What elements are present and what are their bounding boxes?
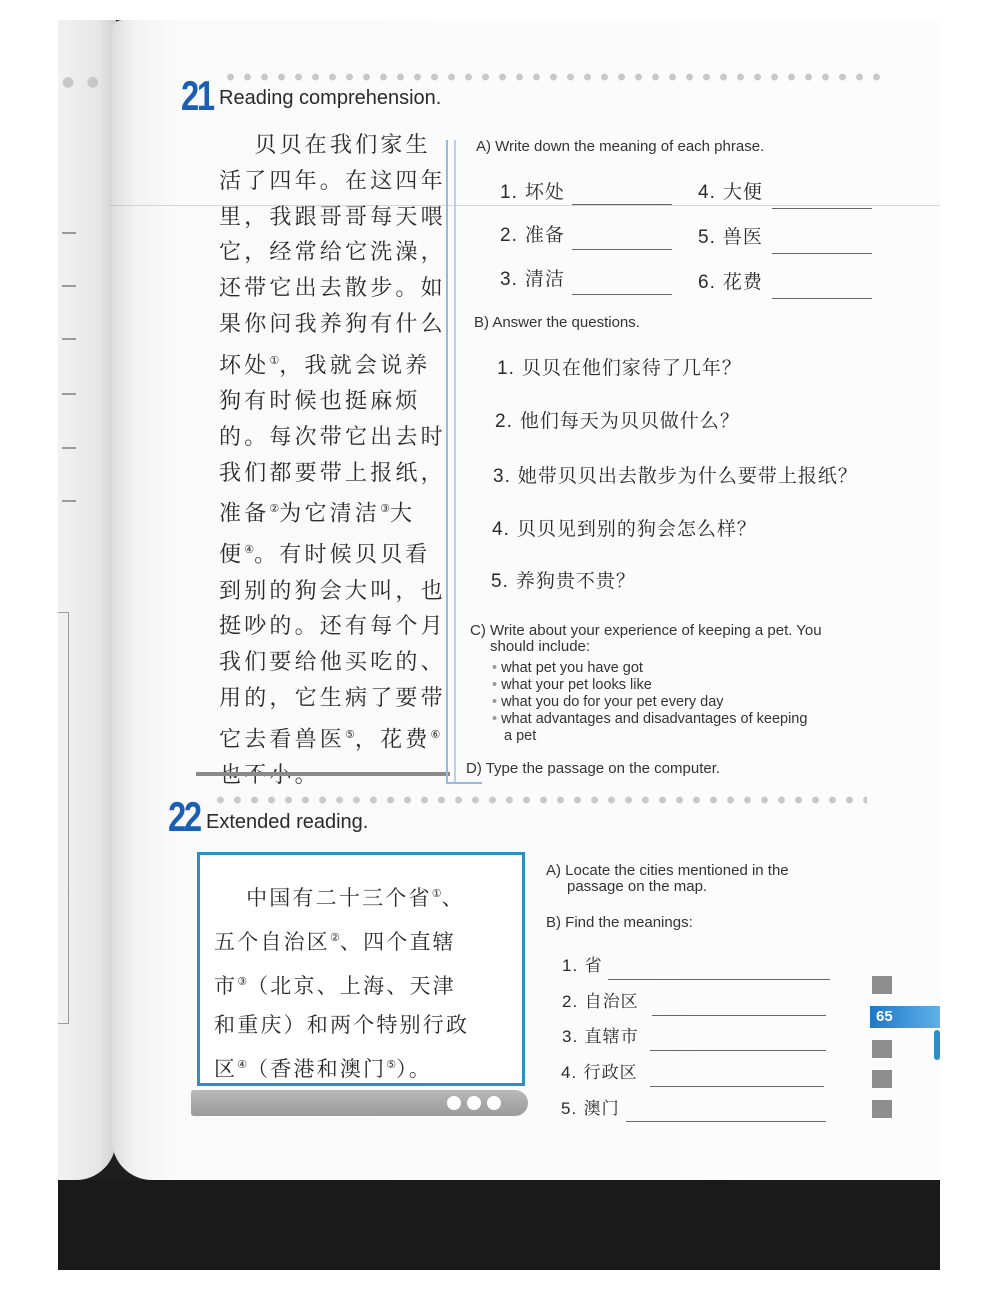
facing-page-mark	[62, 500, 76, 502]
meaning-number: 5.	[561, 1099, 578, 1118]
meaning-item	[562, 987, 639, 1012]
bullet-item: • what pet you have got	[492, 660, 643, 676]
dot-icon	[487, 1096, 501, 1110]
passage-line: 贝贝在我们家生	[219, 133, 431, 158]
phrase-text: 花费	[722, 271, 763, 293]
section-22-title: Extended reading.	[206, 811, 369, 833]
phrase-text: 兽医	[722, 226, 763, 248]
side-tab-marker	[872, 1040, 892, 1058]
passage-line: 市	[214, 974, 238, 998]
section-22-dot-divider	[212, 795, 867, 805]
question-item	[495, 406, 740, 433]
facing-page-mark	[62, 447, 76, 449]
bullet-item-cont	[492, 728, 807, 745]
passage-line: 里，我跟哥哥每天喂	[219, 204, 446, 230]
question-text: 贝贝在他们家待了几年？	[521, 357, 742, 379]
bullet-item: • what advantages and disadvantages of keeping	[492, 711, 808, 727]
passage-line: ，我就会说养	[279, 353, 431, 379]
facing-page-mark	[62, 338, 76, 340]
passage-line: 还带它出去散步。如	[219, 276, 446, 302]
side-tab-marker	[872, 1100, 892, 1118]
passage-line: 到别的狗会大叫，也	[219, 578, 446, 604]
page-edge-marker	[934, 1030, 940, 1060]
passage-line: 我们都要带上报纸，	[219, 460, 446, 486]
passage-line: 用的，它生病了要带	[219, 685, 446, 711]
meaning-number: 2.	[562, 992, 579, 1011]
passage-line: 五个自治区	[214, 930, 330, 954]
meaning-answer-blank[interactable]	[626, 1121, 826, 1122]
phrase-text: 清洁	[524, 268, 565, 290]
meaning-number: 1.	[562, 956, 579, 975]
footnote-mark: ①	[269, 353, 280, 367]
footnote-mark: ③	[380, 502, 390, 516]
section-22-number: 22	[168, 793, 200, 840]
phrase-text: 准备	[524, 224, 565, 246]
facing-page-box	[58, 612, 69, 1024]
column-divider-foot	[446, 782, 482, 784]
passage-line: ）。	[396, 1057, 433, 1081]
meaning-item	[561, 1094, 620, 1119]
passage-line: 它去看兽医	[219, 727, 346, 753]
part-a-heading: A) Write down the meaning of each phrase.	[476, 138, 765, 155]
reading-passage	[219, 128, 446, 794]
footnote-mark: ②	[269, 502, 280, 516]
bullet-text: what you do for your pet every day	[501, 694, 724, 710]
part-b-heading: B) Answer the questions.	[474, 314, 640, 331]
passage-line: 和重庆）和两个特别行政	[214, 1013, 470, 1037]
passage-line: 果你问我养狗有什么	[219, 311, 446, 337]
dot-icon	[467, 1096, 481, 1110]
passage-line: 我们要给他买吃的、	[219, 650, 446, 676]
phrase-answer-blank[interactable]	[572, 249, 672, 250]
question-number: 1.	[497, 358, 515, 379]
scan-bottom-shadow	[58, 1180, 940, 1270]
phrase-answer-blank[interactable]	[572, 204, 672, 205]
passage-line: 准备	[219, 501, 270, 527]
passage-line: 活了四年。在这四年	[219, 168, 446, 194]
part-c-heading-cont: should include:	[490, 638, 591, 655]
phrase-number: 6.	[698, 272, 716, 293]
passage-line: ，花费	[354, 727, 431, 753]
passage-line: 挺吵的。还有每个月	[219, 614, 446, 640]
phrase-number: 2.	[500, 225, 518, 246]
meaning-item	[562, 1022, 639, 1047]
passage-line: 、四个直辖	[339, 930, 456, 954]
passage-line: 便	[219, 542, 245, 568]
bullet-text: a pet	[504, 728, 537, 744]
meaning-number: 3.	[562, 1027, 579, 1046]
passage-line: 坏处	[219, 353, 270, 379]
question-number: 5.	[491, 571, 509, 592]
phrase-item	[698, 267, 763, 294]
footnote-mark: ①	[431, 887, 442, 900]
question-text: 她带贝贝出去散步为什么要带上报纸？	[517, 465, 858, 487]
page-number: 65	[870, 1006, 940, 1028]
section-22-part-a-heading-cont: passage on the map.	[567, 878, 708, 895]
facing-page-mark	[62, 232, 76, 234]
question-item	[493, 461, 858, 488]
question-number: 2.	[495, 411, 513, 432]
bullet-text: what pet you have got	[501, 660, 643, 676]
passage-line: 中国有二十三个省	[214, 886, 432, 910]
bullet-item: • what your pet looks like	[492, 677, 652, 693]
section-21-dot-divider	[222, 72, 882, 82]
meaning-text: 澳门	[583, 1099, 620, 1119]
phrase-item	[500, 177, 565, 204]
footnote-mark: ④	[244, 543, 255, 557]
extended-reading-passage	[214, 874, 469, 1089]
section-22-part-b-heading: B) Find the meanings:	[546, 914, 693, 931]
part-c-bullet-list	[492, 660, 807, 745]
phrase-item	[698, 177, 763, 204]
passage-line: 为它清洁	[279, 501, 381, 527]
bullet-text: what advantages and disadvantages of keeping	[501, 711, 808, 727]
passage-line: 它，经常给它洗澡，	[219, 240, 446, 266]
phrase-number: 4.	[698, 182, 716, 203]
meaning-number: 4.	[561, 1063, 578, 1082]
meaning-answer-blank[interactable]	[650, 1050, 826, 1051]
footnote-mark: ⑤	[386, 1058, 397, 1071]
bullet-text: what your pet looks like	[501, 677, 652, 693]
phrase-answer-blank[interactable]	[572, 294, 672, 295]
section-22-part-a-heading: A) Locate the cities mentioned in the	[546, 862, 789, 879]
question-text: 贝贝见到别的狗会怎么样？	[516, 518, 757, 540]
passage-line: 的。每次带它出去时	[219, 424, 446, 450]
passage-line: 狗有时候也挺麻烦	[219, 388, 421, 414]
side-tab-marker	[872, 976, 892, 994]
part-d-heading: D) Type the passage on the computer.	[466, 760, 721, 777]
section-21-title: Reading comprehension.	[219, 87, 442, 109]
question-number: 3.	[493, 466, 511, 487]
phrase-answer-blank[interactable]	[772, 208, 872, 209]
part-c-heading: C) Write about your experience of keeping a pet. You	[470, 622, 822, 639]
question-item	[492, 514, 757, 541]
facing-page-dots: ● ●	[62, 74, 103, 90]
column-divider	[446, 140, 448, 784]
question-number: 4.	[492, 519, 510, 540]
dot-icon	[447, 1096, 461, 1110]
footnote-mark: ⑤	[345, 727, 355, 741]
meaning-answer-blank[interactable]	[652, 1015, 826, 1016]
phrase-item	[500, 220, 565, 247]
meaning-item	[562, 951, 603, 976]
meaning-text: 自治区	[584, 992, 639, 1012]
meaning-text: 省	[584, 956, 603, 976]
box-footer-bar	[191, 1090, 528, 1116]
phrase-item	[500, 264, 565, 291]
passage-underline	[196, 772, 450, 776]
facing-page-mark	[62, 393, 76, 395]
meaning-answer-blank[interactable]	[608, 979, 830, 980]
side-tab-marker	[872, 1070, 892, 1088]
passage-line: 大	[389, 501, 416, 527]
meaning-item	[561, 1058, 638, 1083]
passage-line: 区	[214, 1057, 238, 1081]
passage-line: （香港和澳门	[247, 1057, 387, 1081]
facing-page-mark	[62, 285, 76, 287]
meaning-text: 行政区	[583, 1063, 638, 1083]
question-item	[497, 353, 742, 380]
passage-line: 。有时候贝贝看	[254, 542, 431, 568]
footnote-mark: ⑥	[430, 727, 441, 741]
phrase-text: 坏处	[524, 181, 565, 203]
footnote-mark: ④	[237, 1058, 248, 1071]
phrase-number: 3.	[500, 269, 518, 290]
question-text: 养狗贵不贵？	[515, 570, 636, 592]
phrase-number: 1.	[500, 182, 518, 203]
passage-line: （北京、上海、天津	[247, 974, 456, 998]
meaning-text: 直辖市	[584, 1027, 639, 1047]
phrase-number: 5.	[698, 227, 716, 248]
column-divider	[454, 140, 456, 784]
meaning-answer-blank[interactable]	[650, 1086, 824, 1087]
phrase-answer-blank[interactable]	[772, 253, 872, 254]
phrase-text: 大便	[722, 181, 763, 203]
section-21-number: 21	[181, 72, 213, 119]
bullet-item: • what you do for your pet every day	[492, 694, 724, 710]
footnote-mark: ②	[330, 931, 340, 944]
question-item	[491, 566, 636, 593]
footnote-mark: ③	[237, 975, 248, 988]
phrase-item	[698, 222, 763, 249]
passage-line: 、	[441, 886, 465, 910]
question-text: 他们每天为贝贝做什么？	[519, 410, 740, 432]
phrase-answer-blank[interactable]	[772, 298, 872, 299]
